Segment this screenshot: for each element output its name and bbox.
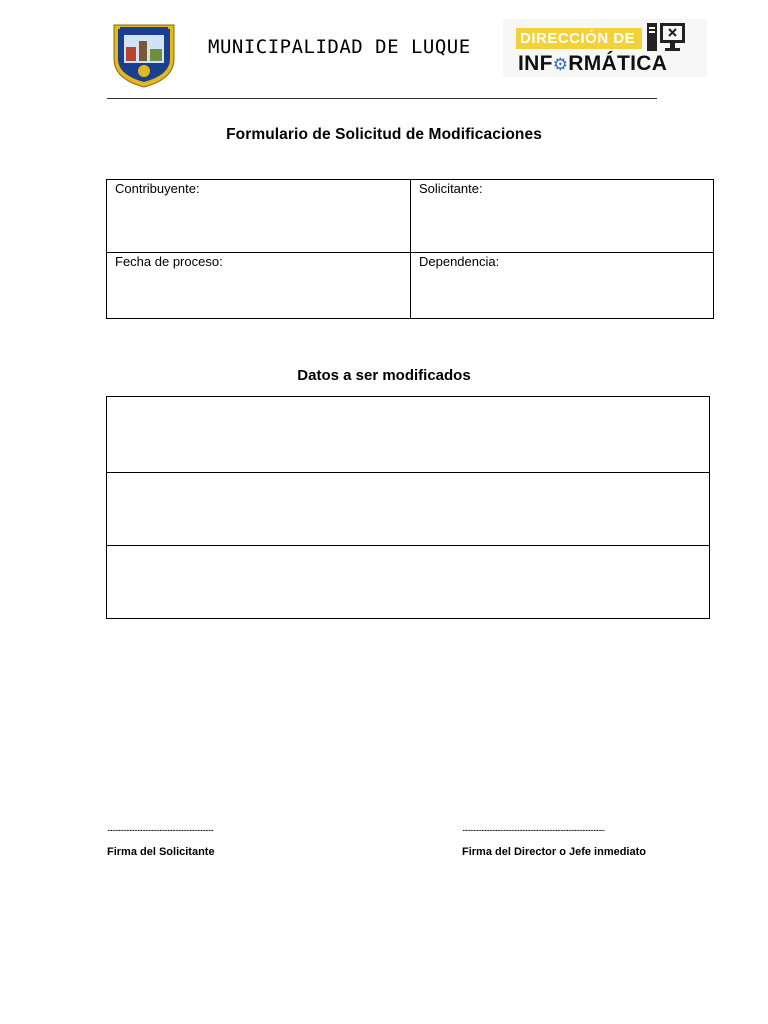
header-divider — [107, 98, 657, 99]
logo-line-2-a: INF — [518, 52, 553, 75]
applicant-signature-label: Firma del Solicitante — [107, 846, 215, 858]
informatica-logo — [503, 19, 707, 77]
computer-icon — [645, 21, 687, 55]
dependencia-label: Dependencia: — [419, 254, 500, 269]
gear-icon: ⚙ — [552, 55, 569, 74]
modification-data-table — [106, 396, 710, 619]
director-signature-label: Firma del Director o Jefe inmediato — [462, 846, 646, 858]
dependencia-field[interactable] — [410, 252, 713, 318]
data-row-3[interactable] — [107, 546, 709, 618]
fecha-proceso-field[interactable] — [107, 252, 410, 318]
director-signature-line: .......................................................................................... — [462, 823, 605, 834]
contribuyente-label: Contribuyente: — [115, 181, 200, 196]
data-row-1[interactable] — [107, 397, 709, 473]
municipality-title: MUNICIPALIDAD DE LUQUE — [208, 36, 471, 58]
contribuyente-field[interactable] — [107, 180, 410, 252]
municipal-crest-logo — [108, 19, 180, 89]
data-section-title: Datos a ser modificados — [297, 367, 471, 384]
form-title: Formulario de Solicitud de Modificaciones — [226, 126, 542, 143]
logo-line-2 — [518, 52, 667, 76]
solicitante-field[interactable] — [410, 180, 713, 252]
applicant-signature-line: ................................................................... — [107, 823, 213, 834]
applicant-info-table — [106, 179, 714, 319]
fecha-proceso-label: Fecha de proceso: — [115, 254, 223, 269]
data-row-2[interactable] — [107, 473, 709, 546]
logo-line-2-b: RMÁTICA — [568, 52, 668, 75]
solicitante-label: Solicitante: — [419, 181, 483, 196]
logo-line-1: DIRECCIÓN DE — [516, 28, 642, 49]
